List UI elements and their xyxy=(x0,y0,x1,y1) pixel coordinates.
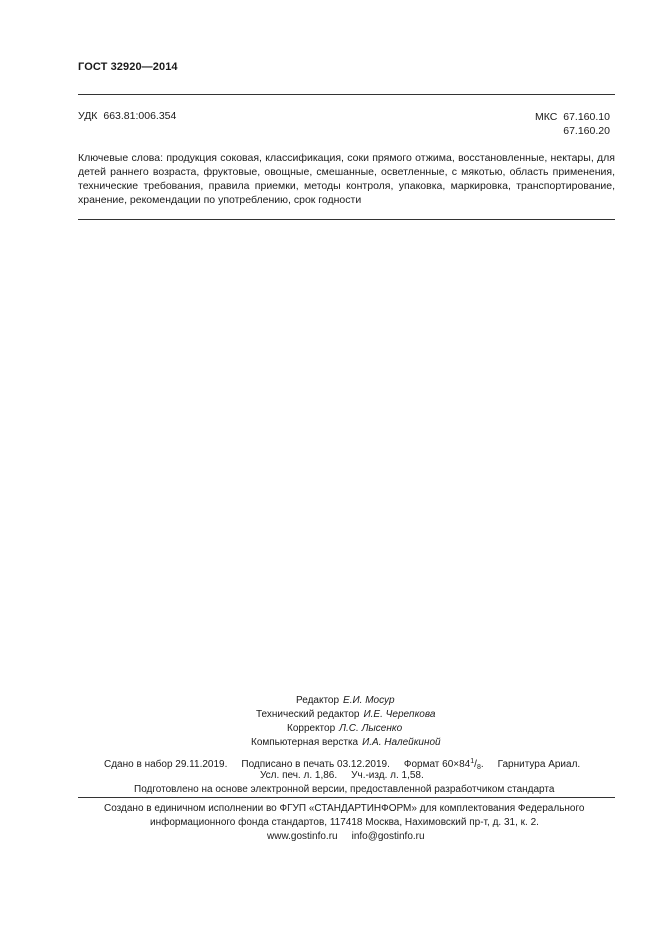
prepared-note: Подготовлено на основе электронной версии, предоставленной разработчиком стандарта xyxy=(134,784,555,795)
credit-editor xyxy=(296,694,395,708)
credit-role: Технический редактор xyxy=(256,709,360,720)
credit-role: Редактор xyxy=(296,695,340,706)
credit-name: И.Е. Черепкова xyxy=(363,709,436,720)
credit-name: Е.И. Мосур xyxy=(343,695,395,706)
mks-block xyxy=(535,110,610,138)
credit-name: Л.С. Лысенко xyxy=(339,723,403,734)
signed-date: Подписано в печать 03.12.2019. xyxy=(241,759,390,770)
paper-format: Формат $60\times 84^1/_8$. xyxy=(403,758,484,771)
udk-label: УДК xyxy=(78,110,98,122)
mks-code: 67.160.10 xyxy=(563,111,610,123)
printer-line-1: Создано в единичном исполнении во ФГУП «СТАНДАРТИНФОРМ» для комплектования Федерального xyxy=(104,803,585,814)
website-link[interactable]: www.gostinfo.ru xyxy=(267,831,338,842)
mks-code: 67.160.20 xyxy=(563,125,610,137)
email-link[interactable]: info@gostinfo.ru xyxy=(351,831,425,842)
standard-designation: ГОСТ 32920—2014 xyxy=(78,61,178,73)
submitted-date: Сдано в набор 29.11.2019. xyxy=(104,759,228,770)
mks-label: МКС xyxy=(535,111,558,123)
credit-layout xyxy=(251,736,441,750)
imprint-divider xyxy=(78,797,615,798)
credit-role: Компьютерная верстка xyxy=(251,737,359,748)
udk-value: 663.81:006.354 xyxy=(103,110,177,122)
imprint-row-2 xyxy=(260,769,424,783)
publ-sheets: Уч.-изд. л. 1,58. xyxy=(351,770,424,781)
top-divider xyxy=(78,94,615,95)
keywords-divider xyxy=(78,219,615,220)
printer-line-2: информационного фонда стандартов, 117418 Москва, Нахимовский пр-т, д. 31, к. 2. xyxy=(150,817,539,828)
printer-contacts xyxy=(267,830,425,844)
typeface: Гарнитура Ариал. xyxy=(497,759,581,770)
credit-tech-editor xyxy=(256,708,435,722)
udk-block xyxy=(78,110,176,122)
mks-codes xyxy=(563,110,610,138)
keywords-paragraph: Ключевые слова: продукция соковая, классификация, соки прямого отжима, восстановленные, нектары, для детей раннего возраста, фруктовые, овощные, смешанные, осветленные, с мякотью, область применения, технические требования, правила приемки, методы контроля, упаковка, маркировка, транспортирование, хранение, рекомендации по употреблению, срок годности xyxy=(78,152,615,206)
credit-name: И.А. Налейкиной xyxy=(362,737,441,748)
print-sheets: Усл. печ. л. 1,86. xyxy=(260,770,338,781)
credit-proofreader xyxy=(287,722,402,736)
credit-role: Корректор xyxy=(287,723,336,734)
